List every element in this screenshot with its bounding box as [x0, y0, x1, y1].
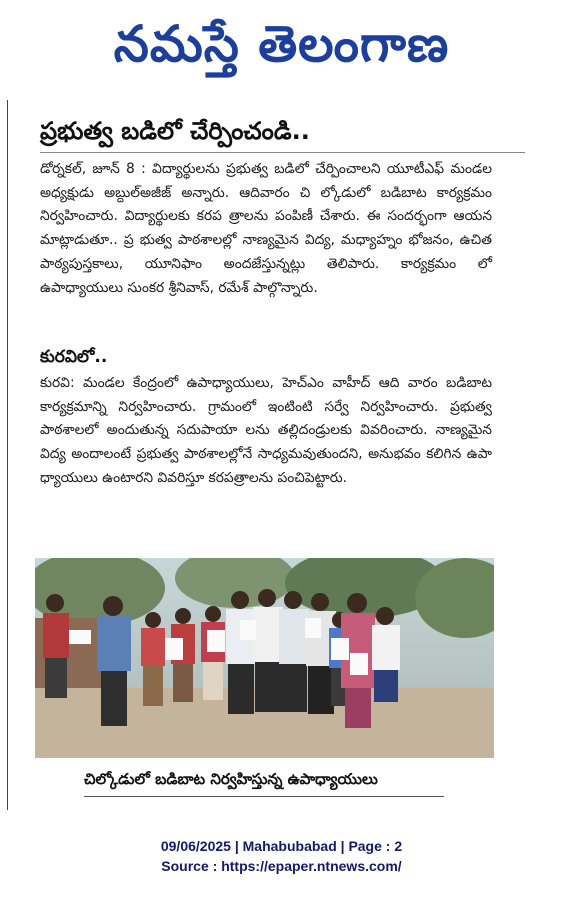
article-subheading: కురవిలో.. [40, 347, 108, 367]
edition-info: 09/06/2025 | Mahabubabad | Page : 2 [160, 838, 403, 854]
photo-caption: చిల్కోడులో బడిబాట నిర్వహిస్తున్న ఉపాధ్యాయులు [84, 770, 378, 788]
masthead [0, 0, 563, 90]
article-paragraph-1: డోర్నకల్, జూన్ 8 : విద్యార్థులను ప్రభుత్వ బడిలో చేర్పించాలని యూటీఎఫ్ మండల అధ్యక్షుడు అబ్దుల్అజీజ్ అన్నారు. ఆదివారం చి ల్కోడులో బడిబాట కార్యక్రమం నిర్వహించారు. విద్యార్థులకు కరప త్రాలను పంపిణీ చేశారు. ఈ సందర్భంగా ఆయన మాట్లాడుతూ.. ప్ర భుత్వ పాఠశాలల్లో నాణ్యమైన విద్య, మధ్యాహ్నం భోజనం, ఉచిత పాఠ్యపుస్తకాలు, యూనిఫాం అందజేస్తున్నట్లు తెలిపారు. కార్యక్రమం లో ఉపాధ్యాయులు సుంకర శ్రీనివాస్, రమేశ్ పాల్గొన్నారు. [40, 161, 492, 296]
column-divider [7, 100, 8, 810]
caption-underline [84, 796, 444, 797]
source-line: Source : https://epaper.ntnews.com/ [161, 858, 402, 874]
headline-underline [40, 152, 525, 153]
article-headline: ప్రభుత్వ బడిలో చేర్పించండి.. [40, 117, 310, 145]
article-photo [35, 558, 494, 758]
group-photo-image [35, 558, 494, 758]
newspaper-title: నమస్తే తెలంగాణ [113, 15, 450, 73]
article-paragraph-2: కురవి: మండల కేంద్రంలో ఉపాధ్యాయులు, హెచ్ఎం వాహీద్ ఆది వారం బడిబాట కార్యక్రమాన్ని నిర్వహించారు. గ్రామంలో ఇంటింటి సర్వే నిర్వహించారు. ప్రభుత్వ పాఠశాలలో అందుతున్న సదుపాయా లను తల్లిదండ్రులకు వివరించారు. నాణ్యమైన విద్య అందాలంటే ప్రభుత్వ పాఠశాలల్లోనే సాధ్యమవుతుందని, అనుభవం కలిగిన ఉపా ధ్యాయులు ఉంటారని వివరిస్తూ కరపత్రాలను పంచిపెట్టారు. [40, 375, 492, 486]
